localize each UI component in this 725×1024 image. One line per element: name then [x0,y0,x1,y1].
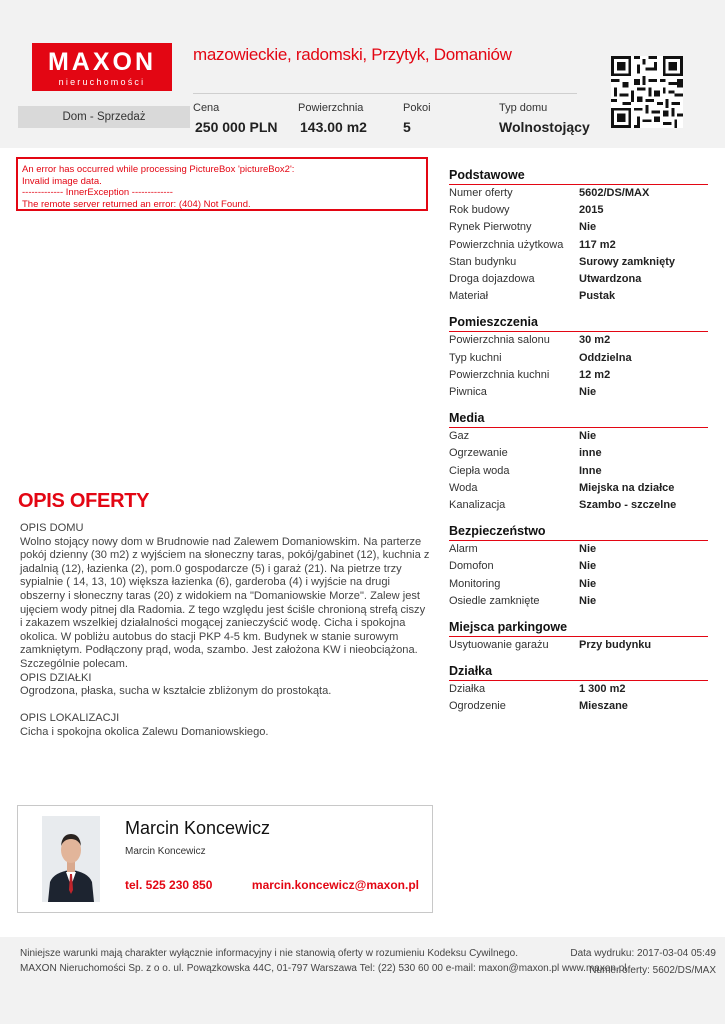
stat-value: 143.00 m2 [300,119,367,135]
footer-disclaimer: Niniejsze warunki mają charakter wyłącznie informacyjny i nie stanowią oferty w rozumieniu Kodeksu Cywilnego. [20,948,518,959]
details-value: Nie [579,386,597,399]
stat-value: 5 [403,119,411,135]
footer-company: MAXON Nieruchomości Sp. z o o. ul. Powązkowska 44C, 01-797 Warszawa Tel: (22) 530 60 00 e-mail: maxon@maxon.pl www.maxon.pl [20,963,627,974]
footer [0,937,725,1024]
agent-name: Marcin Koncewicz [125,818,271,838]
details-key: Materiał [449,290,489,303]
details-key: Monitoring [449,577,501,590]
details-value: Nie [579,221,597,234]
qr-code-icon [611,56,683,128]
details-section-title: Bezpieczeństwo [449,522,708,541]
header-divider [193,93,577,94]
image-error-box [16,157,428,211]
agent-photo [42,816,100,902]
details-value: Miejska na działce [579,481,675,494]
stat-label: Pokoi [403,102,431,114]
details-section [449,409,708,514]
details-key: Typ kuchni [449,351,502,364]
details-section [449,166,708,305]
agent-phone[interactable]: tel. 525 230 850 [125,878,213,892]
agent-card [17,805,433,913]
description-line: Cicha i spokojna okolica Zalewu Domaniowskiego. [20,725,269,738]
details-row [449,219,708,236]
stat-house-type [499,101,590,137]
agent-subtitle: Marcin Koncewicz [125,846,206,857]
stat-area [298,101,367,137]
stat-price [193,101,278,137]
details-key: Usytuowanie garażu [449,639,549,652]
person-photo-icon [42,816,100,902]
description-line: Wolno stojący nowy dom w Brudnowie nad Zalewem Domaniowskim. Na parterze pokój dzienny (30 m2) z wyjściem na słoneczny taras, pokój/gabinet (12), kuchnia z jadalnią (12), łazienka (2), pom.0 gospodarcze (5) i garaż (21). Na pietrze trzy sypialnie ( 14, 13, 10) większa łazienka (6), garderoba (4) i wyjście na drugi obszerny i słoneczny taras (20) z widokiem na "Domaniowskie Morze". Zalew jest ujęciem wody pitnej dla Radomia. Z tego względu jest ściśle chronioną strefą ciszy i zakazem wszelkiej działalności mogącej zanieczyścić wodę. Cicha i spokojna okolica. W pobliżu autobus do stacji PKP 4-5 km. Budynek w stanie surowym zamkniętym. Podłączony prąd, woda, szambo. Jest założona KW i nieobciążona. Szczególnie polecam. [20,535,430,670]
details-row [449,681,708,698]
details-section-title: Pomieszczenia [449,313,708,332]
details-row [449,384,708,401]
description-spacer [20,699,430,713]
description-title: OPIS OFERTY [18,490,150,512]
details-row [449,271,708,288]
details-key: Droga dojazdowa [449,273,535,286]
details-section-title: Podstawowe [449,166,708,185]
details-panel [449,166,708,724]
offer-type-badge: Dom - Sprzedaż [18,106,190,128]
stat-label: Powierzchnia [298,102,364,114]
details-value: Pustak [579,290,616,303]
footer-print-date: Data wydruku: 2017-03-04 05:49 [570,948,716,959]
details-section [449,662,708,715]
details-key: Ogrodzenie [449,700,506,713]
details-value: Nie [579,560,597,573]
details-key: Stan budynku [449,255,517,268]
details-key: Powierzchnia użytkowa [449,238,564,251]
details-key: Rynek Pierwotny [449,221,532,234]
details-value: Nie [579,594,597,607]
stat-value: Wolnostojący [499,119,590,135]
details-key: Numer oferty [449,187,513,199]
description-line: Ogrodzona, płaska, sucha w kształcie zbliżonym do prostokąta. [20,685,332,698]
details-row [449,558,708,575]
details-value: Nie [579,430,597,443]
details-section [449,618,708,654]
details-section-title: Miejsca parkingowe [449,618,708,637]
logo-main-text: MAXON [47,48,157,76]
description-text [20,522,430,740]
footer-offer-number: Numer oferty: 5602/DS/MAX [589,965,716,976]
details-value: 12 m2 [579,368,611,381]
details-value: Inne [579,464,602,477]
details-row [449,541,708,558]
error-line: The remote server returned an error: (404) Not Found. [22,198,251,210]
details-value: 2015 [579,204,604,217]
details-row [449,445,708,462]
details-value: Utwardzona [579,273,642,286]
details-value: Nie [579,577,597,590]
details-key: Domofon [449,560,494,573]
details-key: Powierzchnia kuchni [449,368,550,381]
error-line: ------------- InnerException ------------- [22,187,173,198]
description-line: OPIS DZIAŁKI [20,671,92,684]
details-row [449,202,708,219]
details-row [449,332,708,349]
details-key: Rok budowy [449,204,510,217]
details-key: Alarm [449,543,478,556]
stat-value: 250 000 PLN [195,119,278,135]
description-line: OPIS DOMU [20,522,84,534]
details-section [449,522,708,610]
stat-label: Cena [193,102,220,114]
details-value: 1 300 m2 [579,683,626,696]
stat-label: Typ domu [499,102,548,114]
details-value: inne [579,447,602,460]
details-row [449,185,708,202]
details-value: Oddzielna [579,351,632,364]
description-line: OPIS LOKALIZACJI [20,712,120,725]
details-row [449,237,708,254]
details-row [449,288,708,305]
maxon-logo [32,43,172,91]
details-row [449,254,708,271]
location-title: mazowieckie, radomski, Przytyk, Domaniów [193,45,512,64]
details-value: 30 m2 [579,334,611,347]
agent-email-link[interactable]: marcin.koncewicz@maxon.pl [251,878,419,892]
error-line: Invalid image data. [22,175,102,187]
error-line: An error has occurred while processing PictureBox 'pictureBox2': [22,164,295,175]
details-row [449,593,708,610]
details-key: Ogrzewanie [449,447,508,460]
details-key: Ciepła woda [449,464,510,477]
details-row [449,367,708,384]
header [0,0,725,148]
details-row [449,350,708,367]
details-value: Szambo - szczelne [579,499,677,512]
details-row [449,480,708,497]
details-row [449,497,708,514]
stat-rooms [403,101,431,137]
logo-sub-text: nieruchomości [58,77,146,87]
details-key: Działka [449,683,486,696]
details-key: Piwnica [449,386,487,399]
details-value: Mieszane [579,700,628,713]
details-row [449,637,708,654]
details-section-title: Działka [449,662,708,681]
details-row [449,576,708,593]
details-value: Nie [579,543,597,556]
details-key: Kanalizacja [449,499,506,512]
details-row [449,428,708,445]
details-section [449,313,708,401]
details-value: 5602/DS/MAX [579,187,650,199]
details-row [449,698,708,715]
details-value: Przy budynku [579,639,652,652]
details-row [449,463,708,480]
details-key: Powierzchnia salonu [449,334,550,347]
details-key: Gaz [449,430,470,443]
details-key: Osiedle zamknięte [449,594,540,607]
details-value: Surowy zamknięty [579,255,675,268]
details-section-title: Media [449,409,708,428]
details-key: Woda [449,481,478,494]
details-value: 117 m2 [579,238,616,251]
